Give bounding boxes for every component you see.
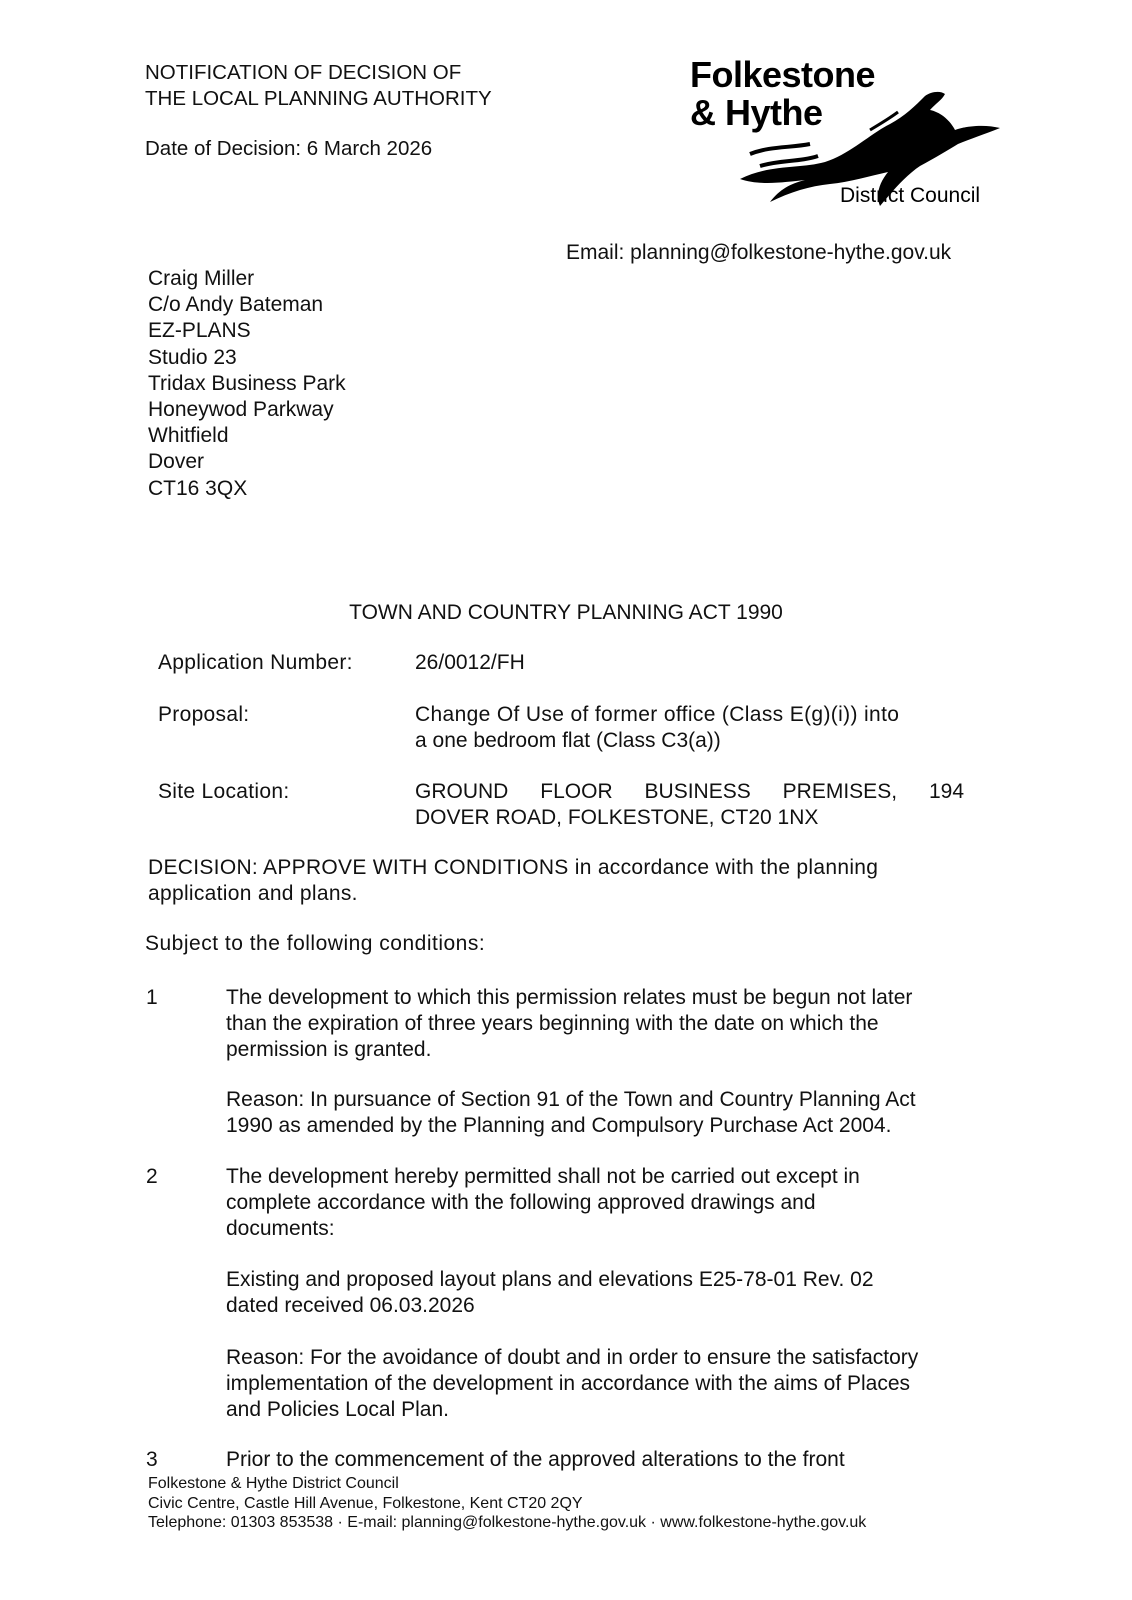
conditions-intro: Subject to the following conditions:: [145, 932, 486, 955]
condition-line: Prior to the commencement of the approved alterations to the front: [226, 1448, 845, 1471]
notification-heading: [145, 60, 492, 112]
council-logo: [690, 56, 1010, 216]
page-footer: [148, 1474, 866, 1533]
application-number-value: 26/0012/FH: [415, 651, 525, 674]
condition-line: The development to which this permission relates must be begun not later: [226, 986, 913, 1009]
logo-subtitle: District Council: [840, 184, 981, 207]
condition-line: 1990 as amended by the Planning and Compulsory Purchase Act 2004.: [226, 1114, 892, 1137]
condition-1-text: [226, 985, 986, 1063]
address-line: Studio 23: [148, 345, 237, 369]
application-number-row: [158, 650, 964, 676]
proposal-label: Proposal:: [158, 703, 250, 726]
condition-line: The development hereby permitted shall not be carried out except in: [226, 1165, 860, 1188]
notification-heading-line2: THE LOCAL PLANNING AUTHORITY: [145, 87, 492, 110]
proposal-row: [158, 702, 964, 754]
application-number-label: Application Number:: [158, 651, 353, 674]
footer-line: Telephone: 01303 853538 · E-mail: planning@folkestone-hythe.gov.uk · www.folkestone-hythe.gov.uk: [148, 1514, 867, 1531]
condition-line: Reason: In pursuance of Section 91 of the Town and Country Planning Act: [226, 1088, 916, 1111]
condition-number: 2: [146, 1165, 158, 1188]
address-line: EZ-PLANS: [148, 319, 251, 343]
condition-line: and Policies Local Plan.: [226, 1398, 449, 1421]
act-title: TOWN AND COUNTRY PLANNING ACT 1990: [349, 601, 783, 624]
condition-number: 3: [146, 1448, 158, 1471]
condition-line: implementation of the development in accordance with the aims of Places: [226, 1372, 911, 1395]
address-line: CT16 3QX: [148, 476, 248, 500]
condition-2-text: [226, 1164, 986, 1242]
condition-line: Reason: For the avoidance of doubt and in order to ensure the satisfactory: [226, 1346, 919, 1369]
decision-statement: [148, 855, 978, 907]
site-location-line: DOVER ROAD, FOLKESTONE, CT20 1NX: [415, 806, 819, 829]
decision-line: application and plans.: [148, 882, 358, 905]
address-line: C/o Andy Bateman: [148, 293, 324, 317]
condition-line: complete accordance with the following approved drawings and: [226, 1191, 816, 1214]
address-line: Craig Miller: [148, 267, 255, 290]
address-line: Whitfield: [148, 424, 229, 448]
condition-2-drawings: [226, 1267, 986, 1319]
condition-2-reason: [226, 1345, 986, 1423]
site-location-label: Site Location:: [158, 780, 290, 803]
condition-number: 1: [146, 986, 158, 1009]
condition-line: Existing and proposed layout plans and elevations E25-78-01 Rev. 02: [226, 1268, 874, 1291]
condition-3-text: [226, 1447, 986, 1473]
address-line: Dover: [148, 450, 205, 474]
site-location-line: GROUND FLOOR BUSINESS PREMISES, 194: [415, 780, 964, 803]
footer-line: Folkestone & Hythe District Council: [148, 1475, 399, 1492]
condition-line: than the expiration of three years beginning with the date on which the: [226, 1012, 879, 1035]
logo-line1: Folkestone: [690, 54, 876, 95]
condition-1-reason: [226, 1087, 986, 1139]
contact-email: Email: planning@folkestone-hythe.gov.uk: [566, 241, 952, 264]
recipient-address: [148, 266, 346, 502]
site-location-row: [158, 779, 964, 831]
condition-line: permission is granted.: [226, 1038, 432, 1061]
condition-line: dated received 06.03.2026: [226, 1294, 475, 1317]
proposal-line: Change Of Use of former office (Class E(g)(i)) into: [415, 703, 900, 726]
decision-line: DECISION: APPROVE WITH CONDITIONS in accordance with the planning: [148, 856, 879, 879]
footer-line: Civic Centre, Castle Hill Avenue, Folkestone, Kent CT20 2QY: [148, 1494, 583, 1512]
address-line: Honeywod Parkway: [148, 398, 334, 422]
site-location-value: [415, 779, 964, 831]
condition-line: documents:: [226, 1217, 335, 1240]
proposal-value: [415, 702, 964, 754]
address-line: Tridax Business Park: [148, 371, 346, 395]
logo-line2: & Hythe: [690, 92, 823, 133]
decision-date: Date of Decision: 6 March 2026: [145, 137, 433, 160]
proposal-line: a one bedroom flat (Class C3(a)): [415, 729, 721, 752]
notification-heading-line1: NOTIFICATION OF DECISION OF: [145, 61, 462, 84]
